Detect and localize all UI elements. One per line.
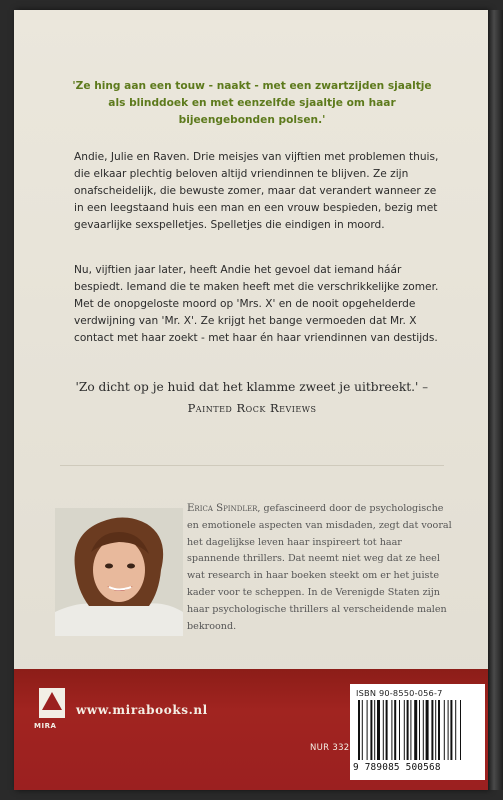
blurb-paragraph-1: Andie, Julie en Raven. Drie meisjes van vijftien met problemen thuis, die elkaar plechtig beloven altijd vriendinnen te blijven. Ze zijn onafscheidelijk, die bewuste zomer, maar dat verandert wanneer ze in een leegstaand huis een man en een vrouw bespieden, bezig met gevaarlijke sexspelletjes. Spelletjes die eindigen in moord. [74, 151, 439, 231]
mira-logo-text: MIRA [34, 722, 57, 730]
author-name: Erica Spindler [187, 503, 258, 514]
blurb-paragraph-2: Nu, vijftien jaar later, heeft Andie het gevoel dat iemand háár bespiedt. Iemand die te maken heeft met die verschrikkelijke zomer. Met de onopgeloste moord op 'Mrs. X' en de nooit opgehelderde verdwijning van 'Mr. X'. Ze krijgt het bange vermoeden dat Mr. X contact met haar zoekt - met haar én haar vriendinnen van destijds. [74, 264, 439, 344]
ean-digits: 9 789085 500568 [353, 762, 441, 773]
divider [60, 465, 444, 466]
publisher-website: www.mirabooks.nl [76, 703, 208, 717]
author-bio-text: , gefascineerd door de psychologische en emotionele aspecten van misdaden, zegt dat vooral het dagelijkse leven haar inspireert tot haar spannende thrillers. Dat neemt niet weg dat ze heel wat research in haar boeken steekt om er het juiste kader voor te scheppen. In de Verenigde Staten zijn haar psychologische thrillers al verscheidende malen bekroond. [187, 503, 452, 632]
nur-code: NUR 332 [310, 743, 350, 753]
review-text: 'Zo dicht op je huid dat het klamme zweet je uitbreekt.' [75, 380, 419, 394]
press-review [60, 377, 444, 419]
author-bio [187, 501, 457, 635]
mira-logo [39, 688, 65, 718]
teaser-quote: 'Ze hing aan een touw - naakt - met een zwartzijden sjaaltje als blinddoek en met eenzelfde sjaaltje om haar bijeengebonden polsen.' [72, 80, 432, 126]
isbn-text: ISBN 90-8550-056-7 [356, 688, 443, 698]
logo-triangle-icon [42, 692, 62, 710]
review-source: – Painted Rock Reviews [187, 380, 429, 415]
book-edge [488, 10, 503, 790]
author-photo [55, 508, 183, 636]
